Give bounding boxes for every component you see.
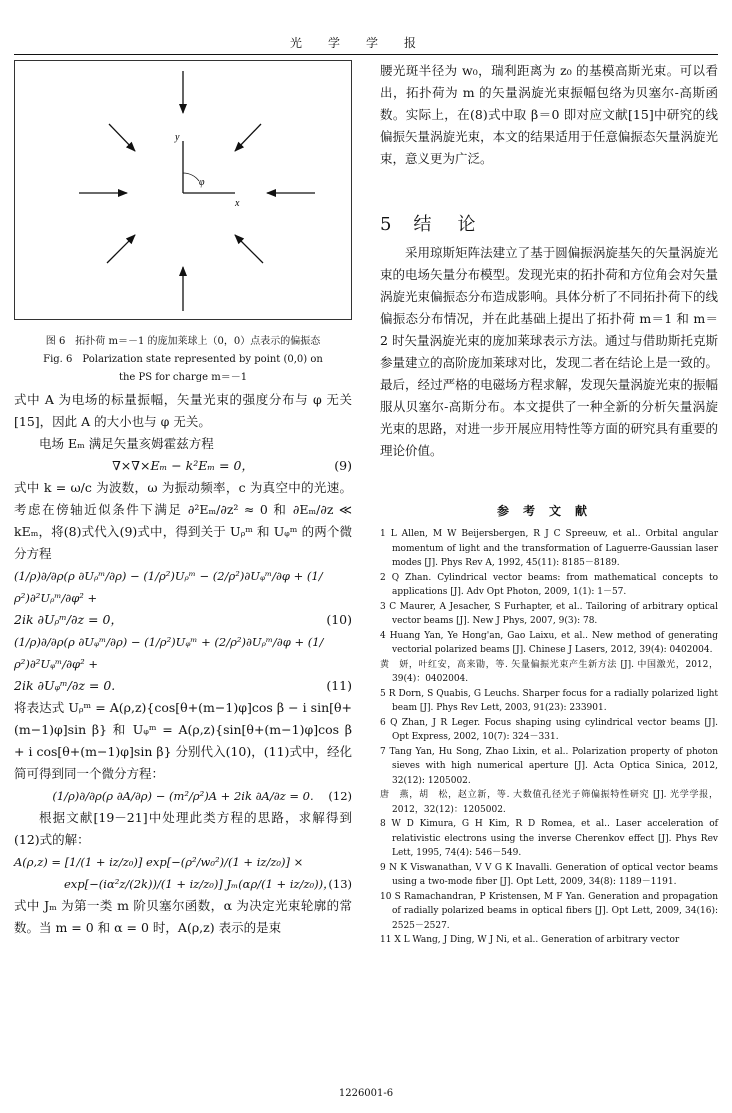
arrow-top-right	[235, 124, 261, 151]
reference-item: 5 R Dorn, S Quabis, G Leuchs. Sharper focus for a radially polarized light beam [J]. Phys Rev Lett, 2003, 91(23): 233901.	[380, 688, 718, 713]
figure-caption-en-line1: Fig. 6 Polarization state represented by point (0,0) on	[43, 354, 323, 365]
arrow-top-left	[109, 124, 135, 151]
equation-12-body: (1/ρ)∂/∂ρ(ρ ∂A/∂ρ) − (m²/ρ²)A + 2ik ∂A/∂z = 0.	[52, 789, 314, 803]
arrow-bottom-left	[107, 235, 135, 263]
equation-12-number: (12)	[328, 789, 352, 803]
figure-caption-cn: 图 6 拓扑荷 m＝－1 的庞加莱球上（0，0）点表示的偏振态	[45, 336, 321, 347]
section-number: 5	[380, 214, 396, 235]
reference-item: 2 Q Zhan. Cylindrical vector beams: from mathematical concepts to applications [J]. Adv Opt Photon, 2009, 1(1): 1－57.	[380, 572, 718, 597]
equation-10-line2	[14, 609, 352, 631]
left-paragraph-4: 将表达式 Uᵨᵐ = A(ρ,z){cos[θ+(m−1)φ]cos β − i sin[θ+(m−1)φ]sin β} 和 Uᵩᵐ = A(ρ,z){sin[θ+(m−1)φ]cos β + i cos[θ+(m−1)φ]sin β} 分别代入(10)，(11)式中，经化简可得到同一个微分方程：	[14, 700, 352, 781]
equation-11-line1: (1/ρ)∂/∂ρ(ρ ∂Uᵩᵐ/∂ρ) − (1/ρ²)Uᵩᵐ + (2/ρ²)∂Uᵨᵐ/∂φ + (1/ρ²)∂²Uᵩᵐ/∂φ² +	[14, 635, 324, 671]
equation-12	[14, 785, 352, 807]
equation-10-line1: (1/ρ)∂/∂ρ(ρ ∂Uᵨᵐ/∂ρ) − (1/ρ²)Uᵨᵐ − (2/ρ²)∂Uᵩᵐ/∂φ + (1/ρ²)∂²Uᵨᵐ/∂φ² +	[14, 569, 323, 605]
right-column	[380, 60, 718, 948]
equation-10-body: 2ik ∂Uᵨᵐ/∂z = 0，	[14, 612, 123, 627]
left-column	[14, 60, 352, 939]
reference-item: 6 Q Zhan, J R Leger. Focus shaping using cylindrical vector beams [J]. Opt Express, 2002, 10(7): 324－331.	[380, 717, 718, 742]
reference-item: 3 C Maurer, A Jesacher, S Furhapter, et al.. Tailoring of arbitrary optical vector beams [J]. New J Phys, 2007, 9(3): 78.	[380, 601, 718, 626]
equation-9	[14, 455, 352, 477]
angle-label: φ	[199, 177, 205, 188]
y-axis-label: y	[175, 132, 180, 143]
equation-9-number: (9)	[334, 458, 352, 473]
reference-item: 黄 妍，叶红安，高来勖，等. 矢量偏振光束产生新方法 [J]. 中国激光，2012，39(4)：0402004.	[380, 659, 718, 684]
equation-11-number: (11)	[326, 678, 352, 693]
reference-item: 11 X L Wang, J Ding, W J Ni, et al.. Generation of arbitrary vector	[380, 935, 680, 945]
equation-9-body: ∇×∇×Eₘ − k²Eₘ = 0，	[112, 458, 254, 473]
right-paragraph-1: 腰光斑半径为 w₀，瑞利距离为 z₀ 的基模高斯光束。可以看出，拓扑荷为 m 的矢量涡旋光束振幅包络为贝塞尔-高斯函数。实际上，在(8)式中取 β＝0 即对应文献[15]中研究的线偏振矢量涡旋光束，本文的结果适用于任意偏振态矢量涡旋光束，意义更为广泛。	[380, 63, 718, 166]
reference-item: 4 Huang Yan, Ye Hong'an, Gao Laixu, et al.. New method of generating vectorial polarized beams [J]. Chinese J Lasers, 2012, 39(4): 0402004.	[380, 630, 718, 655]
arrow-bottom-right	[235, 235, 263, 263]
equation-13-body: exp[−(iα²z/(2k))/(1 + iz/z₀)] Jₘ(αρ/(1 + iz/z₀))，	[64, 877, 335, 891]
conclusion-paragraph: 采用琼斯矩阵法建立了基于圆偏振涡旋基矢的矢量涡旋光束的电场矢量分布模型。发现光束的拓扑荷和方位角会对矢量涡旋光束偏振态分布造成影响。具体分析了不同拓扑荷下的线偏振态分布情况，并在此基础上提出了拓扑荷 m＝1 和 m＝2 时矢量涡旋光束的庞加莱球表示方法。通过与借助斯托克斯参量建立的高阶庞加莱球对比，发现二者在结论上是一致的。最后，经过严格的电磁场方程求解，发现矢量涡旋光束的振幅服从贝塞尔-高斯分布。本文提供了一种全新的分析矢量涡旋光束的思路，对进一步开展应用特性等方面的研究具有重要的理论价值。	[380, 245, 718, 458]
equation-10-number: (10)	[326, 612, 352, 627]
reference-item: 7 Tang Yan, Hu Song, Zhao Lixin, et al.. Polarization property of photon sieves with high numerical aperture [J]. Acta Optica Sinica, 2012, 32(12): 1205002.	[380, 746, 718, 786]
reference-item: 8 W D Kimura, G H Kim, R D Romea, et al.. Laser acceleration of relativistic electrons using the inverse Cherenkov effect [J]. Phys Rev Lett, 1995, 74(4): 546－549.	[380, 819, 718, 858]
reference-item: 10 S Ramachandran, P Kristensen, M F Yan. Generation and propagation of radially polarized beams in optical fibers [J]. Opt Lett, 2009, 34(16): 2525－2527.	[380, 891, 718, 931]
reference-list	[380, 527, 718, 948]
left-paragraph-3: 式中 k = ω/c 为波数，ω 为振动频率，c 为真空中的光速。考虑在傍轴近似条件下满足 ∂²Eₘ/∂z² ≈ 0 和 ∂Eₘ/∂z ≪ kEₘ，将(8)式代入(9)式中，得到关于 Uᵨᵐ 和 Uᵩᵐ 的两个微分方程	[14, 480, 352, 561]
equation-11-body: 2ik ∂Uᵩᵐ/∂z = 0.	[14, 678, 116, 693]
angle-arc	[183, 173, 199, 181]
equation-13-number: (13)	[328, 877, 352, 891]
left-paragraph-2: 电场 Eₘ 满足矢量亥姆霍兹方程	[39, 436, 214, 451]
left-paragraph-6: 式中 Jₘ 为第一类 m 阶贝塞尔函数，α 为决定光束轮廓的常数。当 m = 0 和 α = 0 时，A(ρ,z) 表示的是束	[14, 898, 352, 935]
figure-6	[14, 60, 352, 320]
x-axis-label: x	[235, 198, 240, 209]
reference-item: 9 N K Viswanathan, V V G K Inavalli. Generation of optical vector beams using a two-mode fiber [J]. Opt Lett, 2009, 34(8): 1189－1191.	[380, 862, 718, 887]
references-title: 参考文献	[496, 504, 601, 518]
figure-caption-en-line2: the PS for charge m＝－1	[118, 372, 248, 383]
reference-item: 1 L Allen, M W Beijersbergen, R J C Spreeuw, et al.. Orbital angular momentum of light and the transformation of Laguerre-Gaussian laser modes [J]. Phys Rev A, 1992, 45(11): 8185－8189.	[380, 529, 718, 568]
left-paragraph-5: 根据文献[19－21]中处理此类方程的思路，求解得到(12)式的解：	[14, 810, 352, 847]
section-heading-conclusion	[380, 210, 718, 236]
left-paragraph-1: 式中 A 为电场的标量振幅，矢量光束的强度分布与 φ 无关[15]，因此 A 的大小也与 φ 无关。	[14, 392, 352, 429]
section-title: 结 论	[413, 214, 480, 235]
equation-11-line2	[14, 675, 352, 697]
polarization-arrows-diagram	[15, 61, 351, 319]
equation-13-line1: A(ρ,z) = [1/(1 + iz/z₀)] exp[−(ρ²/w₀²)/(1 + iz/z₀)] ×	[14, 855, 304, 869]
page-number: 1226001-6	[338, 1088, 394, 1099]
journal-header: 光学学报	[289, 36, 442, 50]
reference-item: 唐 燕，胡 松，赵立新，等. 大数值孔径光子筛偏振特性研究 [J]. 光学学报，2012，32(12)：1205002.	[380, 790, 718, 815]
header-rule	[14, 54, 718, 55]
equation-13-line2	[14, 873, 352, 895]
